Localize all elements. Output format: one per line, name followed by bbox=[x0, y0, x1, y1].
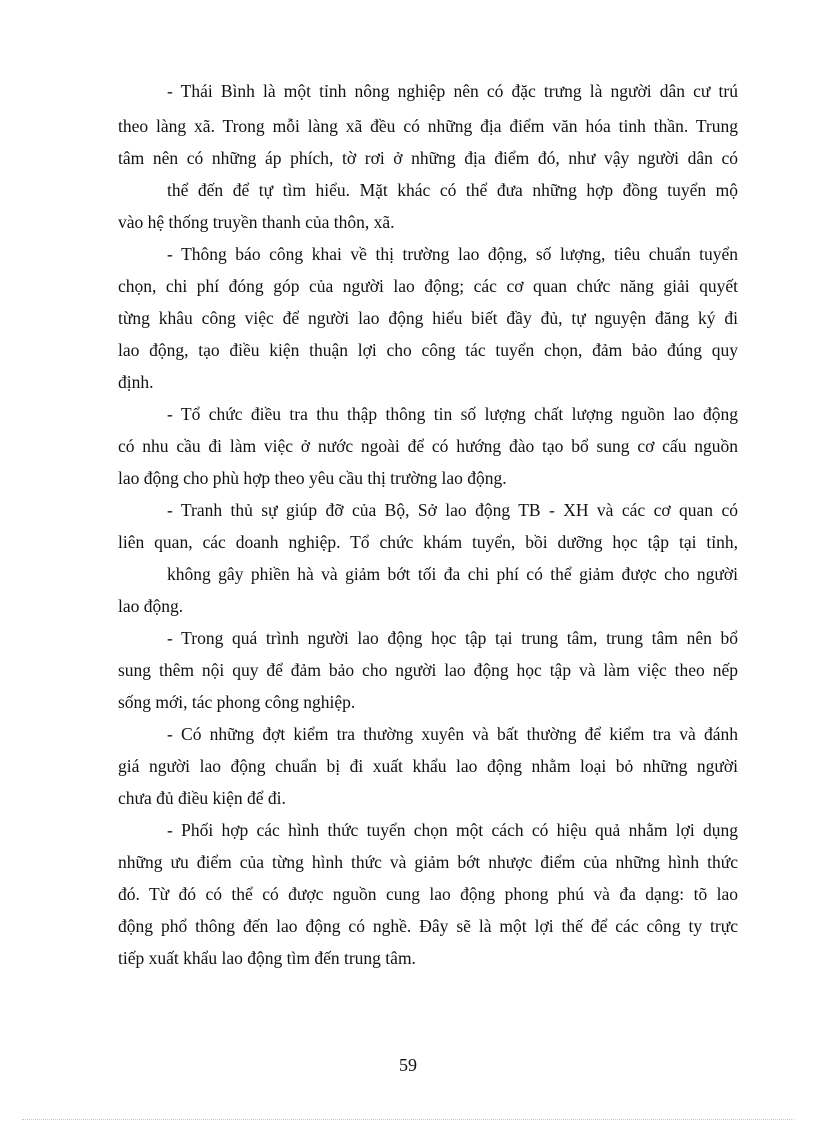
text-line: động phổ thông đến lao động có nghề. Đây sẽ là một lợi thế để các công ty trực bbox=[118, 916, 738, 936]
text-line: sung thêm nội quy để đảm bảo cho người lao động học tập và làm việc theo nếp bbox=[118, 660, 738, 680]
text-line: theo làng xã. Trong mỗi làng xã đều có những địa điểm văn hóa tinh thần. Trung bbox=[118, 116, 738, 136]
text-line: lao động, tạo điều kiện thuận lợi cho công tác tuyển chọn, đảm bảo đúng quy bbox=[118, 340, 738, 360]
text-line: - Tranh thủ sự giúp đỡ của Bộ, Sở lao động TB - XH và các cơ quan có bbox=[167, 500, 738, 520]
text-line: những ưu điểm của từng hình thức và giảm bớt nhược điểm của những hình thức bbox=[118, 852, 738, 872]
text-line: lao động. bbox=[118, 596, 184, 616]
text-line: - Tổ chức điều tra thu thập thông tin số lượng chất lượng nguồn lao động bbox=[167, 404, 738, 424]
text-line: sống mới, tác phong công nghiệp. bbox=[118, 692, 356, 712]
text-line: tiếp xuất khẩu lao động tìm đến trung tâm. bbox=[118, 948, 416, 968]
text-line: - Thái Bình là một tỉnh nông nghiệp nên có đặc trưng là người dân cư trú bbox=[167, 81, 738, 101]
text-line: chọn, chi phí đóng góp của người lao động; các cơ quan chức năng giải quyết bbox=[118, 276, 738, 296]
text-line: có nhu cầu đi làm việc ở nước ngoài để có hướng đào tạo bổ sung cơ cấu nguồn bbox=[118, 436, 738, 456]
text-line: - Có những đợt kiểm tra thường xuyên và bất thường để kiểm tra và đánh bbox=[167, 724, 738, 744]
text-line: tâm nên có những áp phích, tờ rơi ở những địa điểm đó, như vậy người dân có bbox=[118, 148, 738, 168]
text-line: lao động cho phù hợp theo yêu cầu thị trường lao động. bbox=[118, 468, 507, 488]
page-number: 59 bbox=[399, 1055, 417, 1075]
text-line: vào hệ thống truyền thanh của thôn, xã. bbox=[118, 212, 395, 232]
text-line: từng khâu công việc để người lao động hiểu biết đầy đủ, tự nguyện đăng ký đi bbox=[118, 308, 738, 328]
text-line: - Phối hợp các hình thức tuyển chọn một cách có hiệu quả nhằm lợi dụng bbox=[167, 820, 738, 840]
text-line: - Trong quá trình người lao động học tập tại trung tâm, trung tâm nên bổ bbox=[167, 628, 738, 648]
text-line: đó. Từ đó có thể có được nguồn cung lao động phong phú và đa dạng: tõ lao bbox=[118, 884, 738, 904]
text-line: không gây phiền hà và giảm bớt tối đa chi phí có thể giảm được cho người bbox=[167, 564, 738, 584]
text-line: giá người lao động chuẩn bị đi xuất khẩu lao động nhằm loại bỏ những người bbox=[118, 756, 738, 776]
text-line: chưa đủ điều kiện để đi. bbox=[118, 788, 286, 808]
text-line: định. bbox=[118, 372, 154, 392]
page-bottom-divider bbox=[22, 1119, 794, 1120]
text-line: liên quan, các doanh nghiệp. Tổ chức khám tuyển, bồi dưỡng học tập tại tỉnh, bbox=[118, 532, 738, 552]
text-line: - Thông báo công khai về thị trường lao động, số lượng, tiêu chuẩn tuyển bbox=[167, 244, 738, 264]
text-line: thể đến để tự tìm hiểu. Mặt khác có thể đưa những hợp đồng tuyển mộ bbox=[167, 180, 738, 200]
